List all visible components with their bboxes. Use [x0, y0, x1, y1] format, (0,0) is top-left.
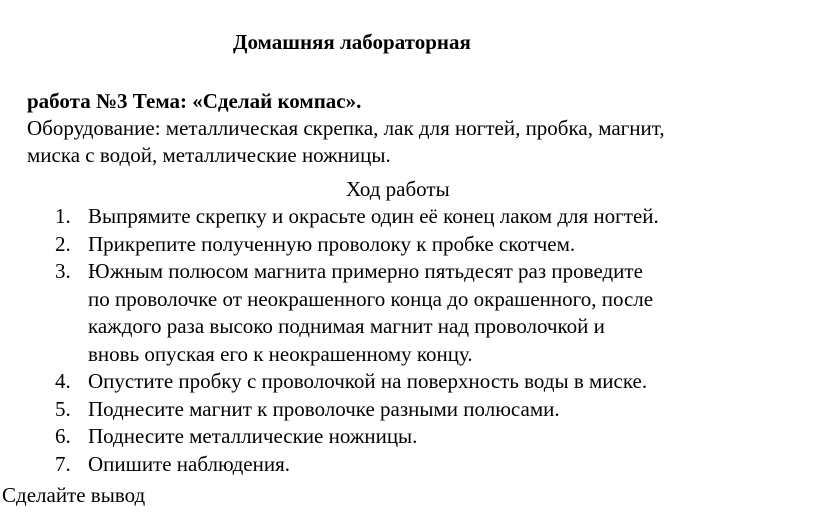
step-text-line: каждого раза высоко поднимая магнит над проволочкой и — [88, 314, 605, 338]
step-text — [88, 368, 810, 396]
list-item — [40, 231, 810, 259]
step-number: 7. — [55, 451, 71, 476]
list-item — [40, 203, 810, 231]
step-text-line: вновь опуская его к неокрашенному концу. — [88, 341, 473, 366]
equipment-line-2: миска с водой, металлические ножницы. — [27, 143, 391, 167]
step-number: 4. — [55, 369, 71, 393]
step-number: 1. — [55, 204, 71, 228]
list-item — [40, 368, 810, 396]
step-text — [88, 396, 810, 424]
step-number: 2. — [55, 231, 71, 256]
list-item — [40, 258, 810, 368]
step-number: 3. — [55, 259, 71, 283]
step-text-line: Выпрямите скрепку и окрасьте один её конец лаком для ногтей. — [88, 204, 659, 228]
equipment-line-1: Оборудование: металлическая скрепка, лак для ногтей, пробка, магнит, — [27, 116, 665, 140]
step-text-line: по проволочке от неокрашенного конца до окрашенного, после — [88, 286, 654, 311]
step-text — [88, 423, 810, 451]
list-item — [40, 423, 810, 451]
conclusion-text: Сделайте вывод — [2, 483, 146, 507]
step-number: 6. — [55, 424, 71, 448]
step-text — [88, 203, 810, 231]
document-title-line-1: Домашняя лабораторная — [233, 30, 471, 54]
equipment-paragraph — [27, 115, 802, 169]
step-text-line: Поднесите магнит к проволочке разными полюсами. — [88, 396, 560, 421]
list-item — [40, 451, 810, 479]
step-text — [88, 451, 810, 479]
step-number: 5. — [55, 396, 71, 421]
document-title-line-2: работа №3 Тема: «Сделай компас». — [27, 89, 362, 113]
step-text-line: Опишите наблюдения. — [88, 451, 291, 476]
steps-list — [40, 203, 810, 478]
step-text — [88, 231, 810, 259]
progress-heading: Ход работы — [346, 177, 450, 201]
step-text-line: Прикрепите полученную проволоку к пробке скотчем. — [88, 231, 576, 256]
list-item — [40, 396, 810, 424]
step-text-line: Поднесите металлические ножницы. — [88, 424, 418, 448]
step-text-line: Опустите пробку с проволочкой на поверхность воды в миске. — [88, 369, 648, 393]
step-text-line: Южным полюсом магнита примерно пятьдесят раз проведите — [88, 259, 643, 283]
step-text — [88, 258, 810, 368]
